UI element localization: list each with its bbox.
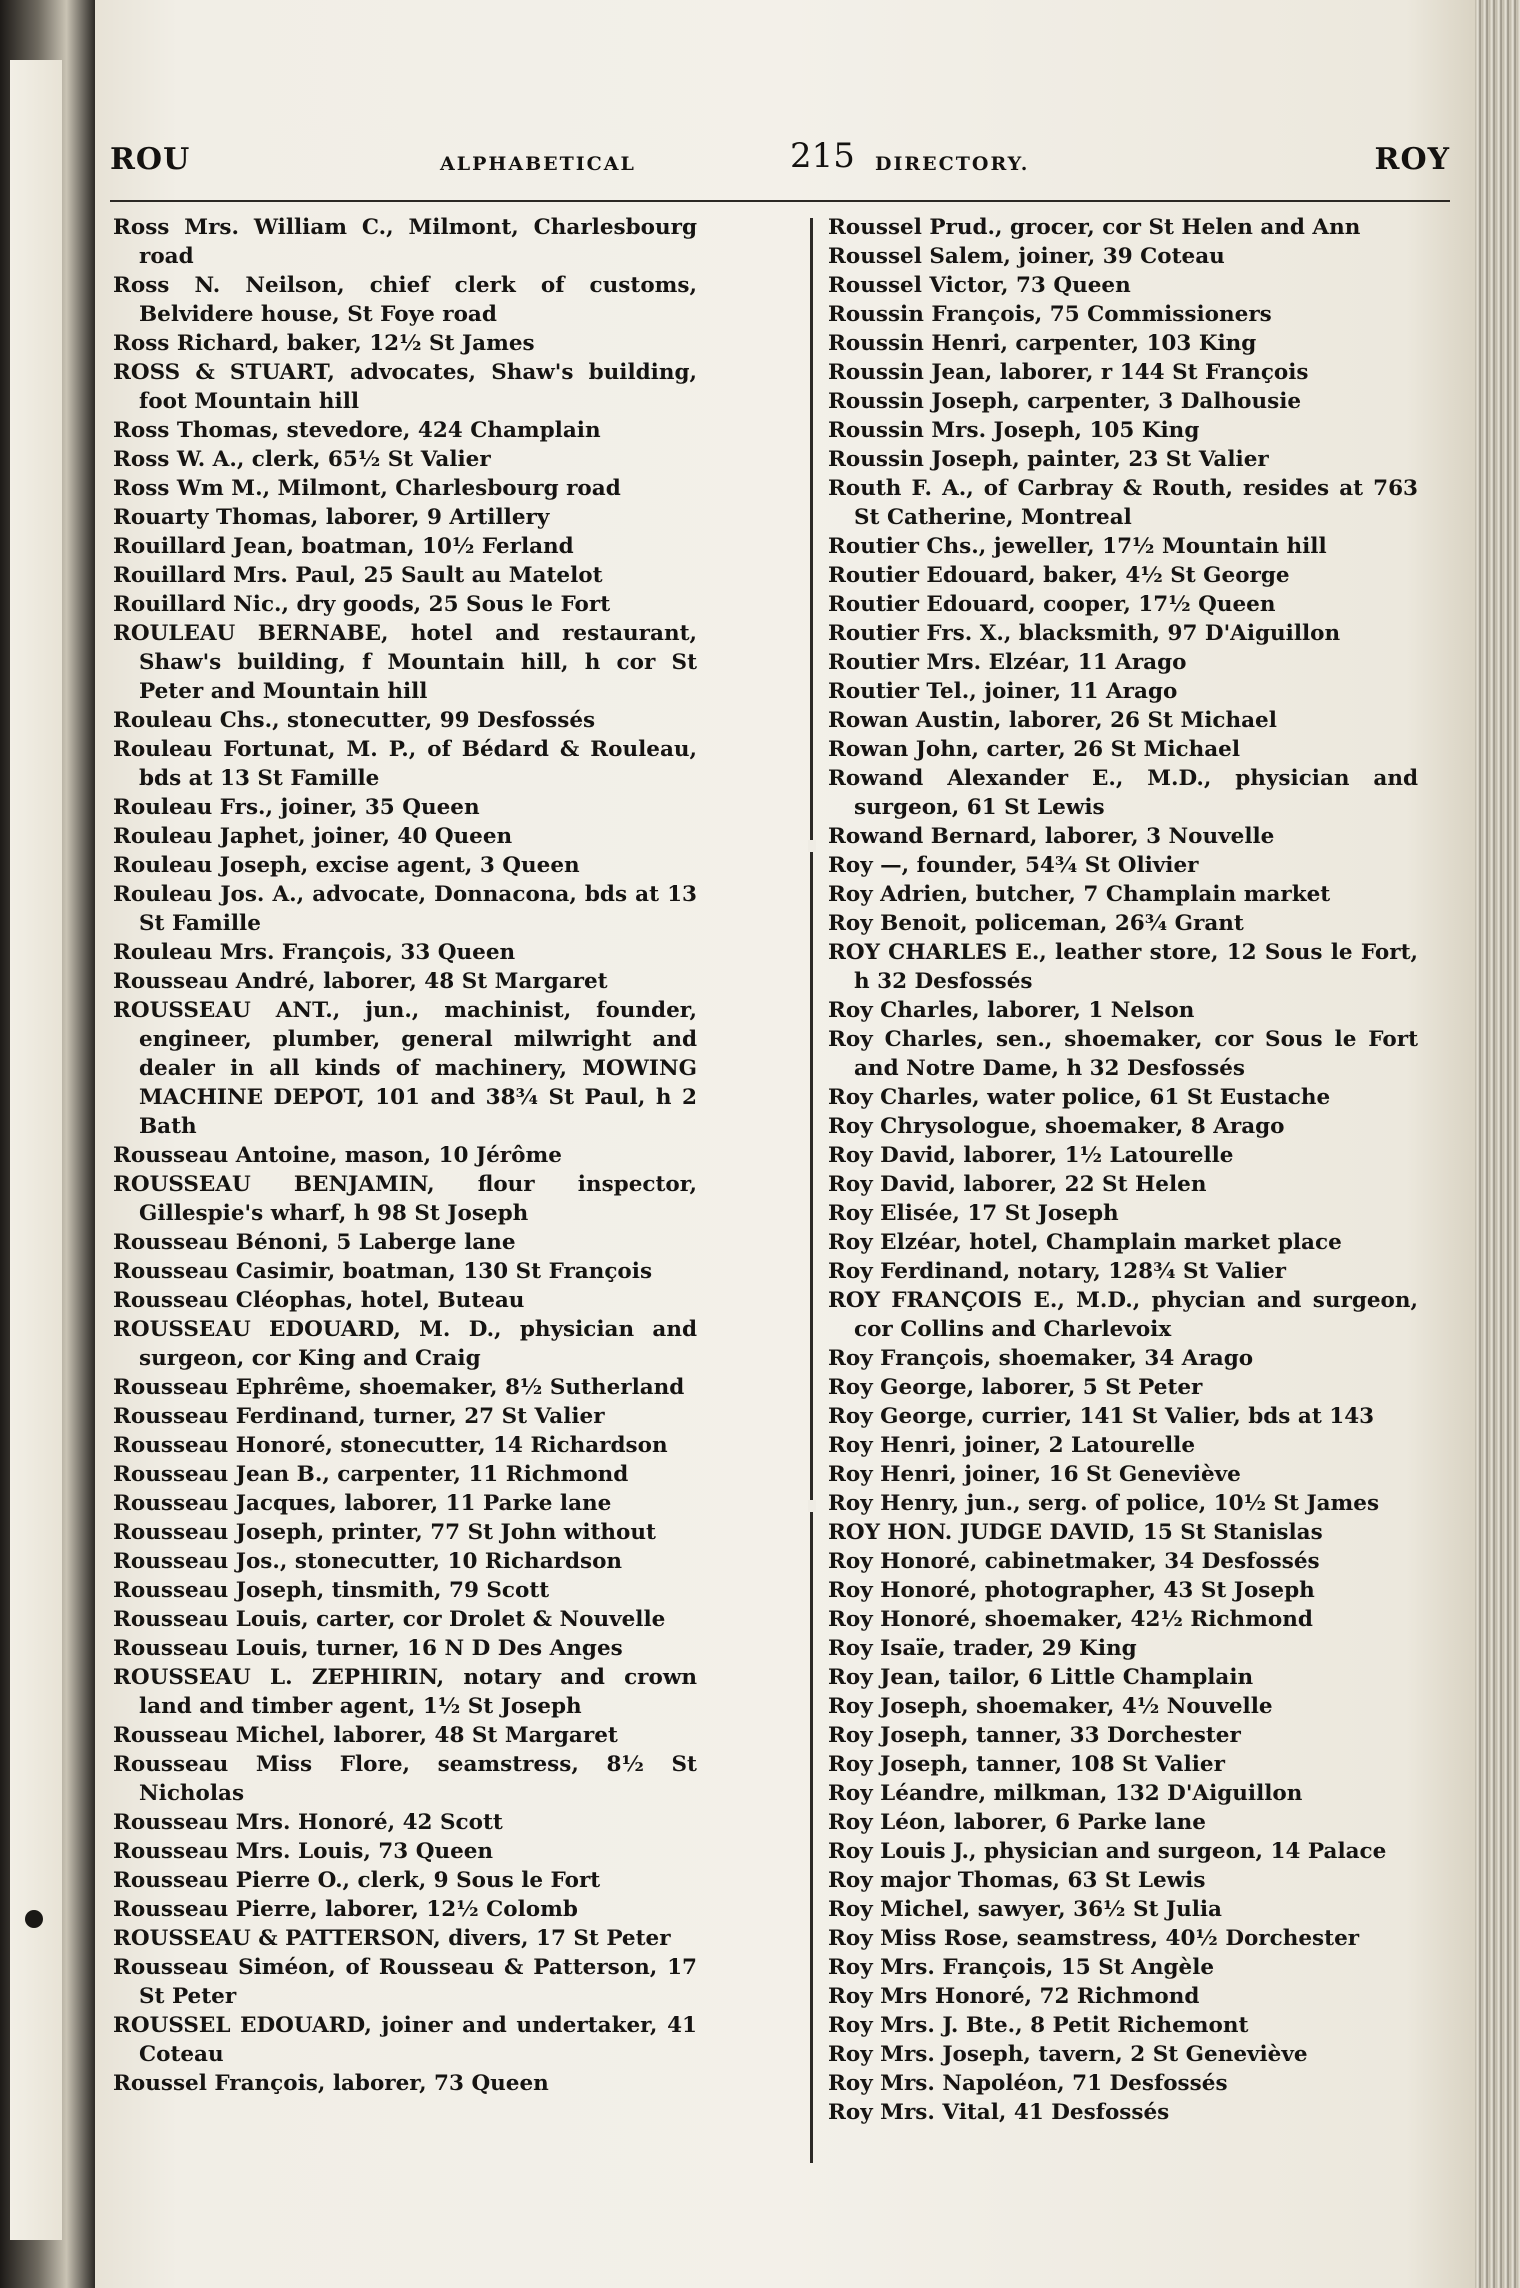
divider-break — [808, 840, 816, 852]
directory-entry: Roy Mrs. Napoléon, 71 Desfossés — [828, 2071, 1228, 2096]
left-column — [113, 213, 697, 2098]
directory-entry: ROY HON. JUDGE DAVID, 15 St Stanislas — [828, 1520, 1323, 1545]
directory-entry: Routier Chs., jeweller, 17½ Mountain hill — [828, 534, 1327, 559]
right-column — [828, 213, 1418, 2127]
directory-entry: Roy Mrs. François, 15 St Angèle — [828, 1955, 1215, 1980]
directory-entry: ROSS & STUART, advocates, Shaw's building, foot Mountain hill — [113, 360, 697, 414]
directory-entry: Roy major Thomas, 63 St Lewis — [828, 1868, 1206, 1893]
directory-entry: Roy Henri, joiner, 16 St Geneviève — [828, 1462, 1241, 1487]
header-rule — [110, 200, 1450, 202]
directory-entry: Rouleau Joseph, excise agent, 3 Queen — [113, 853, 580, 878]
directory-entry: Rousseau Mrs. Louis, 73 Queen — [113, 1839, 494, 1864]
directory-entry: Roussin Joseph, painter, 23 St Valier — [828, 447, 1269, 472]
directory-entry: Roy François, shoemaker, 34 Arago — [828, 1346, 1254, 1371]
directory-entry: Rousseau Jacques, laborer, 11 Parke lane — [113, 1491, 612, 1516]
page-number: 215 — [790, 136, 855, 176]
directory-entry: Ross W. A., clerk, 65½ St Valier — [113, 447, 491, 472]
directory-entry: Roussin Mrs. Joseph, 105 King — [828, 418, 1200, 443]
directory-entry: Rousseau Ephrême, shoemaker, 8½ Sutherland — [113, 1375, 685, 1400]
directory-entry: Rousseau Casimir, boatman, 130 St François — [113, 1259, 653, 1284]
directory-entry: ROULEAU BERNABE, hotel and restaurant, Shaw's building, f Mountain hill, h cor St Peter and Mountain hill — [113, 621, 697, 704]
directory-entry: ROUSSEAU ANT., jun., machinist, founder, engineer, plumber, general milwright and dealer in all kinds of machinery, MOWING MACHINE DEPOT, 101 and 38¾ St Paul, h 2 Bath — [113, 998, 697, 1139]
directory-entry: Routier Edouard, cooper, 17½ Queen — [828, 592, 1276, 617]
directory-entry: ROY CHARLES E., leather store, 12 Sous le Fort, h 32 Desfossés — [828, 940, 1418, 994]
directory-entry: Rousseau Joseph, tinsmith, 79 Scott — [113, 1578, 550, 1603]
page-header — [110, 136, 1450, 192]
directory-entry: Roy Mrs Honoré, 72 Richmond — [828, 1984, 1200, 2009]
directory-entry: Ross Wm M., Milmont, Charlesbourg road — [113, 476, 621, 501]
directory-entry: Roy Elisée, 17 St Joseph — [828, 1201, 1119, 1226]
directory-entry: Roussel Prud., grocer, cor St Helen and Ann — [828, 215, 1361, 240]
directory-entry: Roy Adrien, butcher, 7 Champlain market — [828, 882, 1331, 907]
directory-entry: ROY FRANÇOIS E., M.D., phycian and surgeon, cor Collins and Charlevoix — [828, 1288, 1418, 1342]
directory-entry: Roy Jean, tailor, 6 Little Champlain — [828, 1665, 1254, 1690]
directory-entry: Roussel François, laborer, 73 Queen — [113, 2071, 549, 2096]
directory-entry: Roy Mrs. Vital, 41 Desfossés — [828, 2100, 1170, 2125]
directory-entry: Rouleau Chs., stonecutter, 99 Desfossés — [113, 708, 596, 733]
directory-entry: Rouleau Fortunat, M. P., of Bédard & Rouleau, bds at 13 St Famille — [113, 737, 697, 791]
directory-entry: Roy George, laborer, 5 St Peter — [828, 1375, 1203, 1400]
directory-entry: Roy Benoit, policeman, 26¾ Grant — [828, 911, 1244, 936]
directory-entry: Roy David, laborer, 22 St Helen — [828, 1172, 1207, 1197]
directory-entry: Roy Léon, laborer, 6 Parke lane — [828, 1810, 1206, 1835]
directory-entry: Rouarty Thomas, laborer, 9 Artillery — [113, 505, 550, 530]
directory-entry: Rouleau Mrs. François, 33 Queen — [113, 940, 516, 965]
directory-entry: Ross Thomas, stevedore, 424 Champlain — [113, 418, 601, 443]
page-stack-edge — [1475, 0, 1520, 2288]
directory-entry: Roussin Jean, laborer, r 144 St François — [828, 360, 1309, 385]
directory-entry: ROUSSEAU BENJAMIN, flour inspector, Gillespie's wharf, h 98 St Joseph — [113, 1172, 697, 1226]
directory-entry: Roussin Joseph, carpenter, 3 Dalhousie — [828, 389, 1302, 414]
directory-entry: Rousseau Honoré, stonecutter, 14 Richardson — [113, 1433, 668, 1458]
directory-entry: Roy Charles, sen., shoemaker, cor Sous le Fort and Notre Dame, h 32 Desfossés — [828, 1027, 1418, 1081]
directory-entry: Routier Mrs. Elzéar, 11 Arago — [828, 650, 1187, 675]
directory-entry: Routier Edouard, baker, 4½ St George — [828, 563, 1290, 588]
directory-entry: Roy David, laborer, 1½ Latourelle — [828, 1143, 1234, 1168]
directory-entry: Roy Honoré, cabinetmaker, 34 Desfossés — [828, 1549, 1320, 1574]
directory-entry: Roussin François, 75 Commissioners — [828, 302, 1272, 327]
directory-entry: Roy Joseph, tanner, 33 Dorchester — [828, 1723, 1241, 1748]
directory-entry: Roy Mrs. J. Bte., 8 Petit Richemont — [828, 2013, 1249, 2038]
directory-entry: Rousseau Mrs. Honoré, 42 Scott — [113, 1810, 503, 1835]
directory-entry: Roy Léandre, milkman, 132 D'Aiguillon — [828, 1781, 1303, 1806]
directory-entry: Roy Mrs. Joseph, tavern, 2 St Geneviève — [828, 2042, 1308, 2067]
column-divider — [810, 218, 813, 2163]
directory-entry: Rousseau Pierre O., clerk, 9 Sous le Fort — [113, 1868, 601, 1893]
directory-entry: Rousseau Bénoni, 5 Laberge lane — [113, 1230, 516, 1255]
directory-entry: Rousseau André, laborer, 48 St Margaret — [113, 969, 608, 994]
directory-entry: ROUSSEAU & PATTERSON, divers, 17 St Peter — [113, 1926, 671, 1951]
directory-entry: Roy Chrysologue, shoemaker, 8 Arago — [828, 1114, 1285, 1139]
directory-entry: Roy Elzéar, hotel, Champlain market place — [828, 1230, 1342, 1255]
directory-entry: Roy Honoré, shoemaker, 42½ Richmond — [828, 1607, 1313, 1632]
directory-entry: Roy —, founder, 54¾ St Olivier — [828, 853, 1199, 878]
directory-entry: Ross Richard, baker, 12½ St James — [113, 331, 535, 356]
directory-entry: Roy Isaïe, trader, 29 King — [828, 1636, 1137, 1661]
directory-entry: Routier Frs. X., blacksmith, 97 D'Aiguillon — [828, 621, 1341, 646]
directory-entry: Roussel Victor, 73 Queen — [828, 273, 1131, 298]
directory-entry: Rowand Alexander E., M.D., physician and surgeon, 61 St Lewis — [828, 766, 1418, 820]
directory-entry: ROUSSEAU L. ZEPHIRIN, notary and crown land and timber agent, 1½ St Joseph — [113, 1665, 697, 1719]
directory-entry: Rousseau Jean B., carpenter, 11 Richmond — [113, 1462, 629, 1487]
directory-entry: Roy Honoré, photographer, 43 St Joseph — [828, 1578, 1315, 1603]
directory-entry: Rousseau Michel, laborer, 48 St Margaret — [113, 1723, 618, 1748]
directory-entry: Rowan John, carter, 26 St Michael — [828, 737, 1241, 762]
directory-entry: ROUSSEL EDOUARD, joiner and undertaker, 41 Coteau — [113, 2013, 697, 2067]
directory-entry: ROUSSEAU EDOUARD, M. D., physician and surgeon, cor King and Craig — [113, 1317, 697, 1371]
header-left-guide: ROU — [110, 142, 191, 177]
directory-entry: Roy Miss Rose, seamstress, 40½ Dorchester — [828, 1926, 1360, 1951]
directory-entry: Rouillard Mrs. Paul, 25 Sault au Matelot — [113, 563, 603, 588]
directory-entry: Rouleau Japhet, joiner, 40 Queen — [113, 824, 513, 849]
directory-entry: Roy Louis J., physician and surgeon, 14 Palace — [828, 1839, 1387, 1864]
directory-entry: Ross Mrs. William C., Milmont, Charlesbourg road — [113, 215, 697, 269]
directory-entry: Rousseau Louis, turner, 16 N D Des Anges — [113, 1636, 623, 1661]
directory-entry: Rowand Bernard, laborer, 3 Nouvelle — [828, 824, 1275, 849]
directory-entry: Rousseau Miss Flore, seamstress, 8½ St Nicholas — [113, 1752, 697, 1806]
directory-entry: Ross N. Neilson, chief clerk of customs, Belvidere house, St Foye road — [113, 273, 697, 327]
directory-entry: Rousseau Pierre, laborer, 12½ Colomb — [113, 1897, 578, 1922]
directory-entry: Roy Joseph, shoemaker, 4½ Nouvelle — [828, 1694, 1273, 1719]
directory-entry: Rousseau Joseph, printer, 77 St John without — [113, 1520, 656, 1545]
directory-entry: Rousseau Ferdinand, turner, 27 St Valier — [113, 1404, 605, 1429]
directory-entry: Roy Charles, laborer, 1 Nelson — [828, 998, 1195, 1023]
directory-entry: Roy Ferdinand, notary, 128¾ St Valier — [828, 1259, 1286, 1284]
directory-entry: Roy Joseph, tanner, 108 St Valier — [828, 1752, 1225, 1777]
header-title-right: DIRECTORY. — [875, 153, 1030, 175]
directory-entry: Rousseau Siméon, of Rousseau & Patterson, 17 St Peter — [113, 1955, 697, 2009]
header-title-left: ALPHABETICAL — [440, 153, 636, 175]
binding-hole — [25, 1910, 43, 1928]
directory-entry: Roy Henri, joiner, 2 Latourelle — [828, 1433, 1196, 1458]
directory-entry: Rouleau Jos. A., advocate, Donnacona, bds at 13 St Famille — [113, 882, 697, 936]
directory-entry: Roy George, currier, 141 St Valier, bds at 143 — [828, 1404, 1375, 1429]
book-gutter — [0, 0, 95, 2288]
directory-entry: Rousseau Cléophas, hotel, Buteau — [113, 1288, 525, 1313]
directory-entry: Rouillard Nic., dry goods, 25 Sous le Fort — [113, 592, 611, 617]
directory-entry: Rouleau Frs., joiner, 35 Queen — [113, 795, 480, 820]
directory-entry: Rowan Austin, laborer, 26 St Michael — [828, 708, 1277, 733]
header-right-guide: ROY — [1374, 142, 1450, 177]
directory-entry: Rousseau Louis, carter, cor Drolet & Nouvelle — [113, 1607, 666, 1632]
directory-entry: Roussin Henri, carpenter, 103 King — [828, 331, 1257, 356]
directory-entry: Rousseau Antoine, mason, 10 Jérôme — [113, 1143, 562, 1168]
directory-entry: Routh F. A., of Carbray & Routh, resides at 763 St Catherine, Montreal — [828, 476, 1418, 530]
directory-entry: Rousseau Jos., stonecutter, 10 Richardson — [113, 1549, 623, 1574]
directory-entry: Roussel Salem, joiner, 39 Coteau — [828, 244, 1225, 269]
directory-entry: Routier Tel., joiner, 11 Arago — [828, 679, 1178, 704]
directory-entry: Roy Henry, jun., serg. of police, 10½ St James — [828, 1491, 1380, 1516]
divider-break — [808, 1500, 816, 1512]
directory-entry: Roy Michel, sawyer, 36½ St Julia — [828, 1897, 1222, 1922]
directory-entry: Rouillard Jean, boatman, 10½ Ferland — [113, 534, 574, 559]
directory-entry: Roy Charles, water police, 61 St Eustache — [828, 1085, 1331, 1110]
